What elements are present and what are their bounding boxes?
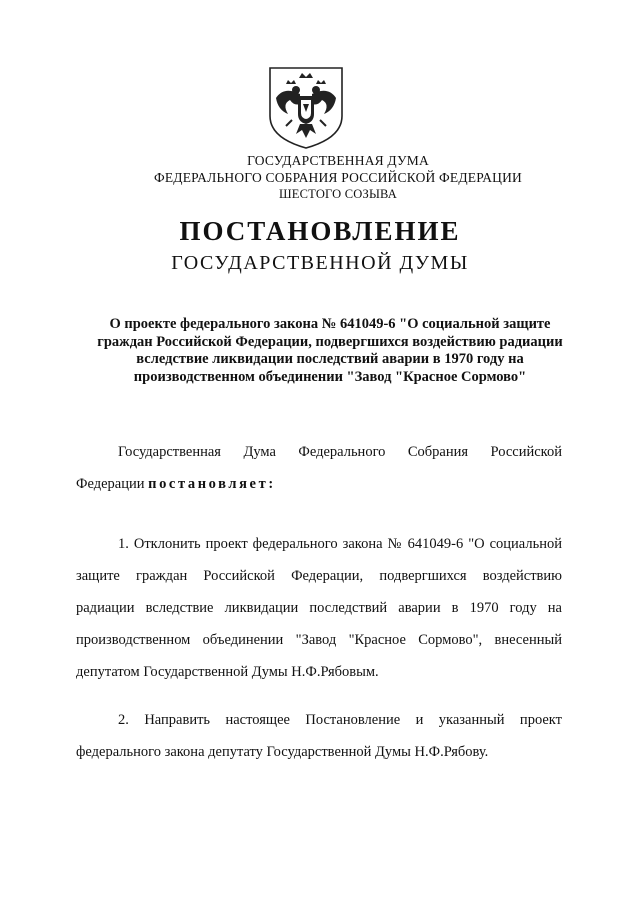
intro-paragraph <box>76 436 562 500</box>
document-type-title: ПОСТАНОВЛЕНИЕ <box>179 216 461 246</box>
intro-line-2 <box>76 468 562 500</box>
intro-line-1: Государственная Дума Федерального Собрания Российской <box>118 444 562 460</box>
decree-verb: постановляет: <box>148 476 276 492</box>
document-subject <box>60 316 600 386</box>
subject-line: граждан Российской Федерации, подвергшихся воздействию радиации <box>97 333 563 350</box>
item-1-line: радиации вследствие ликвидации последствий аварии в 1970 году на <box>76 600 562 616</box>
subject-line: О проекте федерального закона № 641049-6 "О социальной защите <box>109 316 551 332</box>
document-issuer: ГОСУДАРСТВЕННОЙ ДУМЫ <box>171 252 469 274</box>
item-1-line: депутатом Государственной Думы Н.Ф.Рябовым. <box>76 664 379 680</box>
coat-of-arms-icon <box>266 64 346 152</box>
item-2-line: 2. Направить настоящее Постановление и указанный проект <box>118 712 562 728</box>
item-2-paragraph <box>76 704 562 768</box>
item-1-paragraph <box>76 528 562 688</box>
item-1-line: защите граждан Российской Федерации, подвергшихся воздействию <box>76 568 562 584</box>
item-2-line: федерального закона депутату Государственной Думы Н.Ф.Рябову. <box>76 744 489 760</box>
header-line-2: ФЕДЕРАЛЬНОГО СОБРАНИЯ РОССИЙСКОЙ ФЕДЕРАЦИИ <box>154 170 522 185</box>
item-1-line: 1. Отклонить проект федерального закона № 641049-6 "О социальной <box>118 536 562 552</box>
header-line-1: ГОСУДАРСТВЕННАЯ ДУМА <box>247 153 429 168</box>
item-1-line: производственном объединении "Завод "Красное Сормово", внесенный <box>76 632 562 648</box>
subject-line: вследствие ликвидации последствий аварии в 1970 году на <box>136 351 524 367</box>
intro-prefix: Федерации <box>76 476 149 492</box>
header-line-3: ШЕСТОГО СОЗЫВА <box>278 187 398 201</box>
subject-line: производственном объединении "Завод "Красное Сормово" <box>133 368 527 385</box>
